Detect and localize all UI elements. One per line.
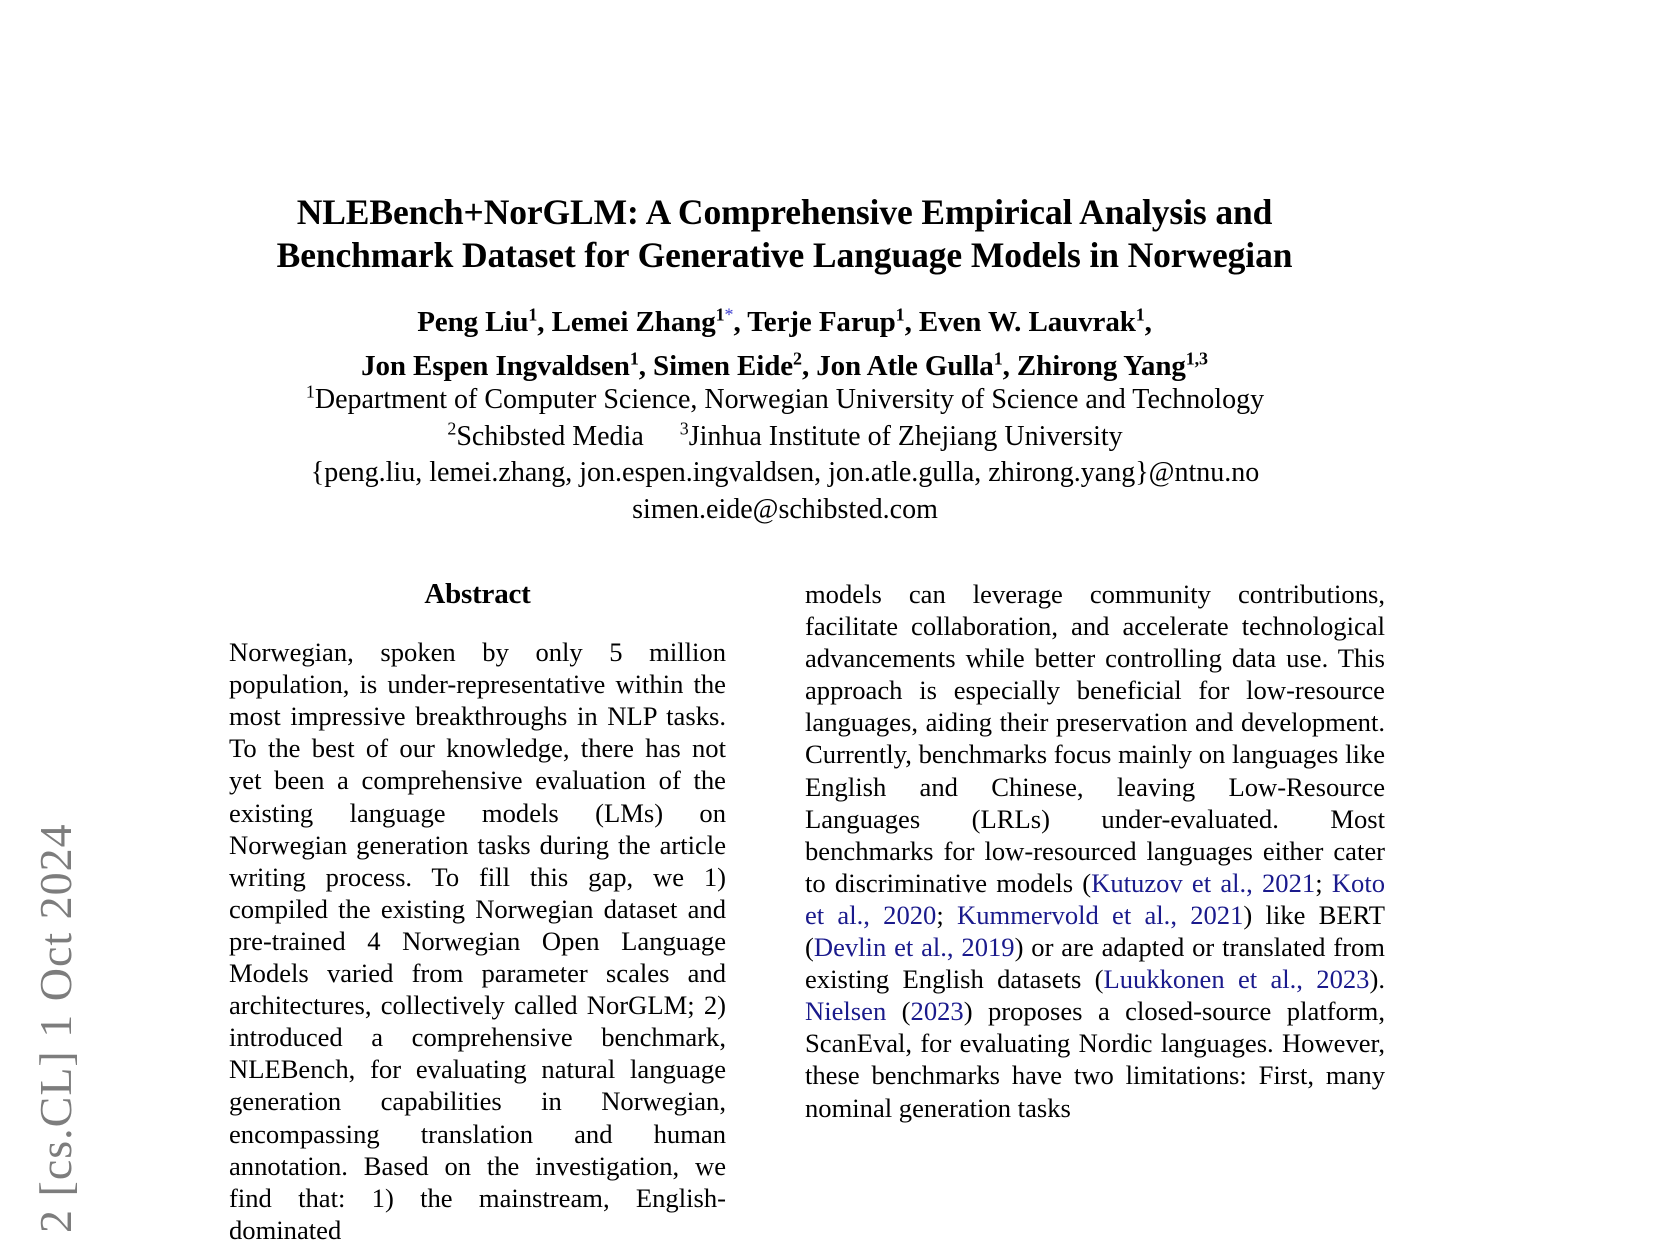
abstract-text: Norwegian, spoken by only 5 million population, is under-representative within the most impressive breakthroughs in NLP tasks. To the best of our knowledge, there has not yet been a comprehensive evaluation of the existing language models (LMs) on Norwegian generation tasks during the article writing process. To fill this gap, we 1) compiled the existing Norwegian dataset and pre-trained 4 Norwegian Open Language Models varied from parameter scales and architectures, collectively called NorGLM; 2) introduced a comprehensive benchmark, NLEBench, for evaluating natural language generation capabilities in Norwegian, encompassing translation and human annotation. Based on the investigation, we find that: 1) the mainstream, English-dominated: [229, 637, 726, 1245]
author-list: [227, 300, 1342, 388]
author-name: Terje Farup: [747, 306, 896, 338]
email-single: simen.eide@schibsted.com: [632, 493, 938, 525]
body-text: ).: [1369, 964, 1385, 995]
author-separator: ,: [801, 350, 817, 382]
citation-link[interactable]: 2023: [910, 996, 964, 1027]
author-affiliation-marker: 1,3: [1185, 348, 1208, 369]
body-text: ) proposes a closed-source platform, ScanEval, for evaluating Nordic languages. However, these benchmarks have two limitations: First, many nominal generation tasks: [805, 996, 1385, 1123]
left-column: [229, 578, 726, 1246]
author-separator: ,: [537, 306, 552, 338]
author-name: Lemei Zhang: [551, 306, 716, 338]
page-title: [227, 191, 1342, 277]
citation-link[interactable]: Luukkonen et al., 2023: [1103, 964, 1370, 995]
affiliation-1: [200, 382, 1370, 419]
affiliation-marker: 1: [305, 381, 315, 402]
author-affiliation-marker: 1: [1135, 304, 1145, 325]
author-name: Jon Atle Gulla: [816, 350, 994, 382]
affiliation-text: Schibsted Media: [456, 420, 644, 452]
affiliation-text: Jinhua Institute of Zhejiang University: [688, 420, 1123, 452]
author-separator: ,: [904, 306, 919, 338]
author-separator: ,: [638, 350, 654, 382]
citation-link[interactable]: Kummervold et al., 2021: [957, 899, 1244, 930]
author-affiliation-marker: 1: [528, 304, 538, 325]
affiliation-list: [200, 382, 1370, 528]
author-separator: ,: [1002, 350, 1017, 382]
citation-link[interactable]: Koto et al., 2020: [805, 867, 1385, 930]
arxiv-stamp-text: 2 [cs.CL] 1 Oct 2024: [29, 823, 81, 1233]
author-name: Simen Eide: [653, 350, 794, 382]
author-name: Jon Espen Ingvaldsen: [361, 350, 630, 382]
body-text: models can leverage community contributions, facilitate collaboration, and accelerate technological advancements while better controlling data use. This approach is especially beneficial for low-resource languages, aiding their preservation and development. Currently, benchmarks focus mainly on languages like English and Chinese, leaving Low-Resource Languages (LRLs) under-evaluated. Most benchmarks for low-resourced languages either cater to discriminative models (: [805, 579, 1385, 898]
paper-title-line-1: NLEBench+NorGLM: A Comprehensive Empirical Analysis and: [296, 192, 1273, 232]
body-text: ;: [1315, 867, 1332, 898]
author-affiliation-marker: 1: [629, 348, 639, 369]
introduction-paragraph: [805, 578, 1385, 1124]
affiliation-2-and-3: [200, 419, 1370, 456]
author-affiliation-marker: 1: [715, 304, 725, 325]
affiliation-marker: 3: [679, 418, 689, 439]
citation-link[interactable]: Kutuzov et al., 2021: [1091, 867, 1316, 898]
author-separator: ,: [733, 306, 748, 338]
affiliation-marker: 2: [447, 418, 457, 439]
affiliation-text: Department of Computer Science, Norwegian University of Science and Technology: [314, 384, 1265, 415]
author-name: Peng Liu: [417, 306, 529, 338]
author-affiliation-marker: 1: [993, 348, 1003, 369]
author-name: Even W. Lauvrak: [918, 306, 1136, 338]
body-text: ) like BERT (: [805, 899, 1385, 963]
author-affiliation-marker: 1: [895, 304, 905, 325]
abstract-heading: Abstract: [424, 578, 531, 610]
right-column: [805, 578, 1385, 1124]
author-name: Zhirong Yang: [1016, 350, 1186, 382]
corresponding-author-asterisk: *: [724, 304, 734, 325]
citation-link[interactable]: Devlin et al., 2019: [813, 932, 1015, 963]
body-text: ;: [936, 899, 957, 930]
email-group: {peng.liu, lemei.zhang, jon.espen.ingvaldsen, jon.atle.gulla, zhirong.yang}@ntnu.no: [310, 457, 1260, 488]
body-text: ) or are adapted or translated from existing English datasets (: [805, 932, 1385, 995]
author-affiliation-marker: 2: [793, 348, 802, 369]
body-text: (: [886, 996, 911, 1027]
paper-title-line-2: Benchmark Dataset for Generative Language Models in Norwegian: [276, 235, 1293, 275]
citation-link[interactable]: Nielsen: [805, 996, 887, 1027]
author-line-1: [227, 300, 1342, 344]
author-separator: ,: [1144, 306, 1152, 338]
